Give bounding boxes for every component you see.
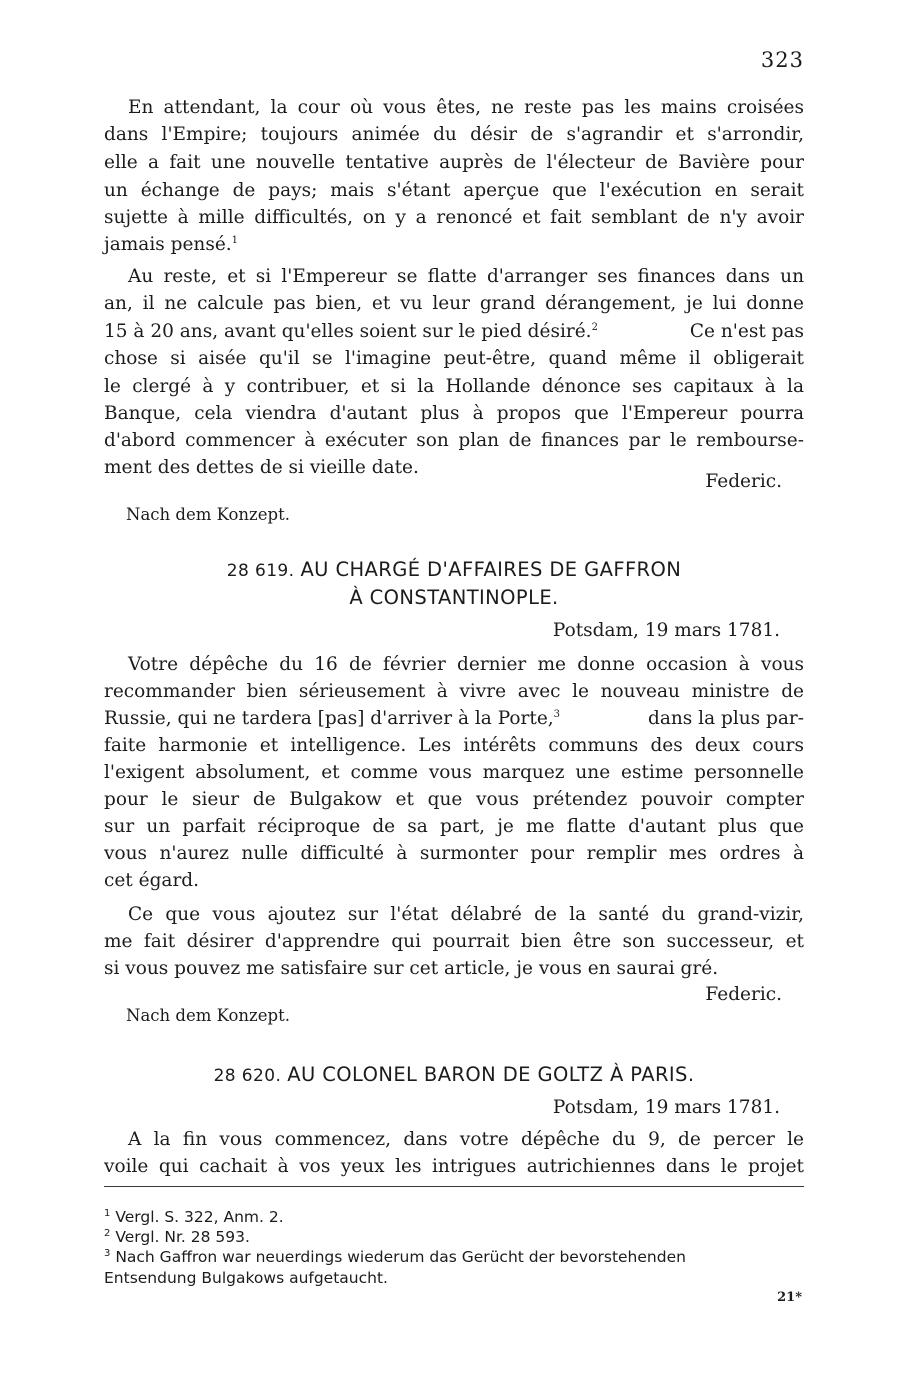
paragraph-line: faite harmonie et intelligence. Les intérêts communs des deux cours — [104, 735, 804, 756]
paragraph-line: Au reste, et si l'Empereur se flatte d'arranger ses finances dans un — [128, 266, 804, 287]
paragraph-line: si vous pouvez me satisfaire sur cet article, je vous en saurai gré. — [104, 958, 719, 979]
page-number: 323 — [760, 48, 804, 72]
footnote-text: Vergl. Nr. 28 593. — [115, 1228, 250, 1246]
letter-heading — [104, 1062, 804, 1089]
dateline: Potsdam, 19 mars 1781. — [552, 1097, 780, 1118]
paragraph-line: Votre dépêche du 16 de février dernier me donne occasion à vous — [128, 654, 804, 675]
paragraph-line: chose si aisée qu'il se l'imagine peut-être, quand même il obligerait — [104, 348, 804, 369]
footnote — [104, 1207, 284, 1228]
footnote-text: Vergl. S. 322, Anm. 2. — [115, 1208, 284, 1226]
line-text: jamais pensé. — [104, 234, 232, 255]
paragraph-line: vous n'aurez nulle difficulté à surmonter pour remplir mes ordres à — [104, 843, 804, 864]
paragraph-line: recommander bien sérieusement à vivre avec le nouveau ministre de — [104, 681, 804, 702]
dateline: Potsdam, 19 mars 1781. — [552, 620, 780, 641]
paragraph-line: d'abord commencer à exécuter son plan de finances par le rembourse- — [104, 430, 804, 451]
paragraph-line: sur un parfait réciproque de sa part, je me flatte d'autant plus que — [104, 816, 804, 837]
paragraph-line — [104, 231, 804, 259]
footnote-reference[interactable]: 3 — [553, 708, 561, 720]
paragraph-line: elle a fait une nouvelle tentative auprès de l'électeur de Bavière pour — [104, 152, 804, 173]
paragraph-line: En attendant, la cour où vous êtes, ne reste pas les mains croisées — [128, 97, 804, 118]
footnote-reference[interactable]: 1 — [231, 234, 239, 246]
paragraph-line: Ce que vous ajoutez sur l'état délabré de la santé du grand-vizir, — [128, 904, 804, 925]
sheet-signature: 21* — [777, 1290, 802, 1305]
heading-text: AU COLONEL BARON DE GOLTZ À PARIS. — [287, 1063, 695, 1086]
paragraph-line: dans l'Empire; toujours animée du désir de s'agrandir et s'arrondir, — [104, 124, 804, 145]
footnote — [104, 1247, 686, 1268]
paragraph-line: pour le sieur de Bulgakow et que vous prétendez pouvoir compter — [104, 789, 804, 810]
paragraph-line: ment des dettes de si vieille date. — [104, 457, 419, 478]
letter-continuation — [104, 94, 804, 514]
footnote-mark: 3 — [104, 1247, 111, 1259]
footnote-mark: 1 — [104, 1207, 111, 1219]
footnote-mark: 2 — [104, 1227, 111, 1239]
signature: Federic. — [705, 471, 782, 492]
letter-number: 28 619. — [226, 561, 295, 581]
source-note: Nach dem Konzept. — [126, 1006, 290, 1025]
letter-number: 28 620. — [213, 1066, 282, 1086]
paragraph-line: sujette à mille difficultés, on y a renoncé et fait semblant de n'y avoir — [104, 207, 804, 228]
paragraph-line: un échange de pays; mais s'étant aperçue que l'exécution en serait — [104, 180, 804, 201]
footnote-reference[interactable]: 2 — [591, 321, 598, 333]
letter-heading-continued: À CONSTANTINOPLE. — [349, 586, 559, 609]
paragraph-line: me fait désirer d'apprendre qui pourrait bien être son successeur, et — [104, 931, 804, 952]
paragraph-line: an, il ne calcule pas bien, et vu leur grand dérangement, je lui donne — [104, 293, 804, 314]
footnote-text: Nach Gaffron war neuerdings wiederum das Gerücht der bevorstehenden — [115, 1248, 686, 1266]
line-text: dans la plus par- — [647, 708, 804, 729]
paragraph-line: A la fin vous commencez, dans votre dépêche du 9, de percer le — [128, 1129, 804, 1150]
paragraph-line — [104, 318, 804, 346]
paragraph-line: voile qui cachait à vos yeux les intrigues autrichiennes dans le projet — [104, 1156, 804, 1177]
paragraph-line — [104, 705, 804, 733]
footnote — [104, 1227, 250, 1248]
paragraph-line: le clergé à y contribuer, et si la Hollande dénonce ses capitaux à la — [104, 376, 804, 397]
line-text: 15 à 20 ans, avant qu'elles soient sur le pied désiré. — [104, 321, 592, 342]
paragraph-line: l'exigent absolument, et comme vous marquez une estime personnelle — [104, 762, 804, 783]
paragraph-line: Banque, cela viendra d'autant plus à propos que l'Empereur pourra — [104, 403, 804, 424]
signature: Federic. — [705, 984, 782, 1005]
heading-text: AU CHARGÉ D'AFFAIRES DE GAFFRON — [300, 558, 682, 581]
paragraph-line: cet égard. — [104, 870, 200, 891]
letter-body — [104, 651, 804, 981]
letter-body — [104, 1126, 804, 1186]
source-note: Nach dem Konzept. — [126, 505, 290, 524]
line-text: Ce n'est pas — [689, 321, 804, 342]
footnote-continuation: Entsendung Bulgakows aufgetaucht. — [104, 1269, 388, 1287]
line-text: Russie, qui ne tardera [pas] d'arriver à la Porte, — [104, 708, 554, 729]
letter-heading — [104, 557, 804, 584]
footnote-divider — [104, 1186, 804, 1187]
